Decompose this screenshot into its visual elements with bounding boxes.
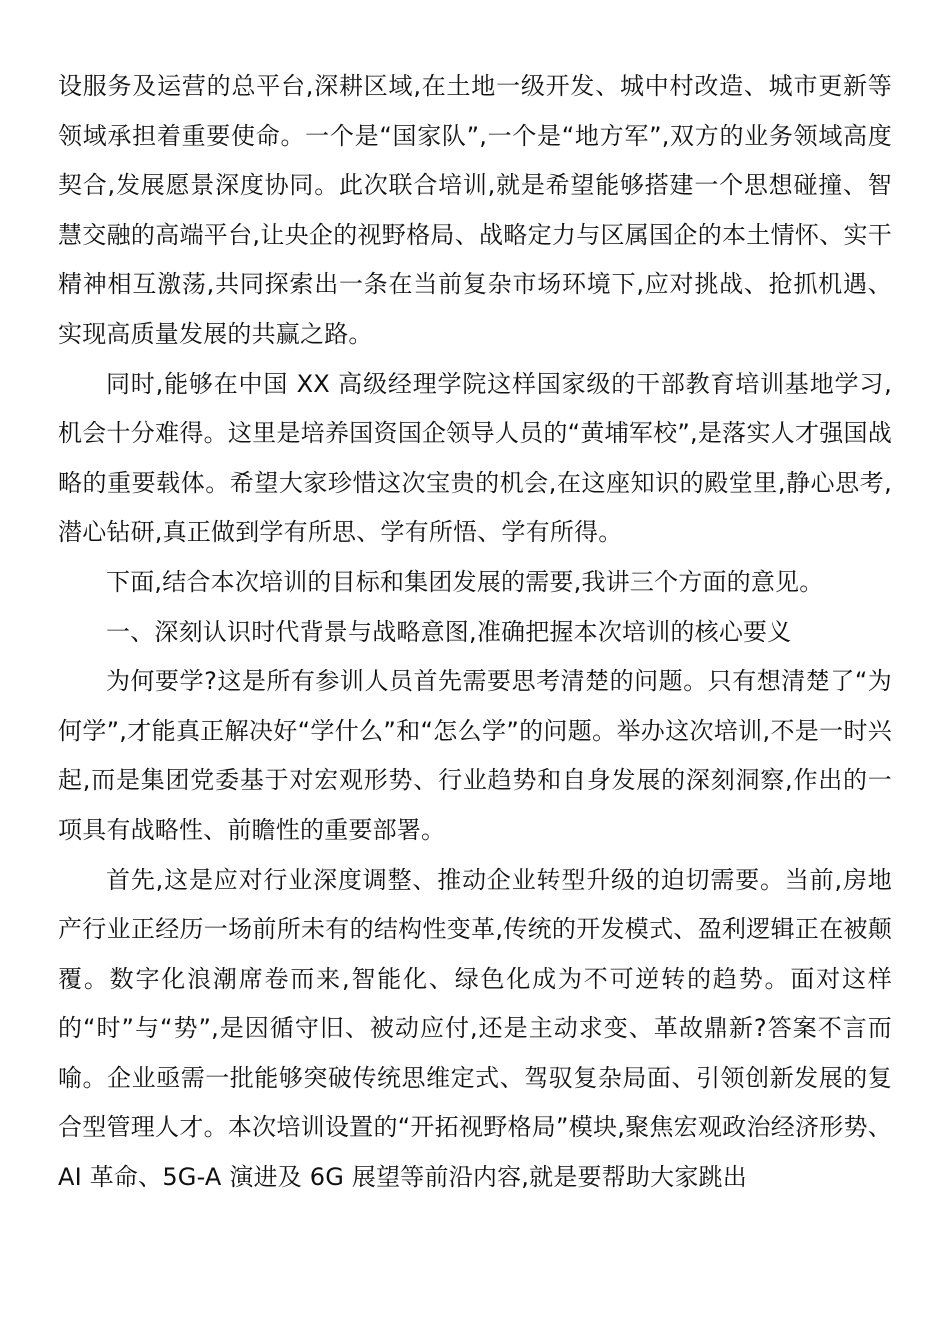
paragraph-why-learn: 为何要学?这是所有参训人员首先需要思考清楚的问题。只有想清楚了“为何学”,才能真正解决好“学什么”和“怎么学”的问题。举办这次培训,不是一时兴起,而是集团党委基于对宏观形势、行业趋势和自身发展的深刻洞察,作出的一项具有战略性、前瞻性的重要部署。 (58, 667, 892, 844)
document-page (58, 62, 892, 1203)
paragraph-training-base: 同时,能够在中国 XX 高级经理学院这样国家级的干部教育培训基地学习,机会十分难得。这里是培养国资国企领导人员的“黄埔军校”,是落实人才强国战略的重要载体。希望大家珍惜这次宝贵的机会,在这座知识的殿堂里,静心思考,潜心钻研,真正做到学有所思、学有所悟、学有所得。 (58, 369, 892, 547)
paragraph-industry-adjustment: 首先,这是应对行业深度调整、推动企业转型升级的迫切需要。当前,房地产行业正经历一场前所未有的结构性变革,传统的开发模式、盈利逻辑正在被颠覆。数字化浪潮席卷而来,智能化、绿色化成为不可逆转的趋势。面对这样的“时”与“势”,是因循守旧、被动应付,还是主动求变、革故鼎新?答案不言而喻。企业亟需一批能够突破传统思维定式、驾驭复杂局面、引领创新发展的复合型管理人才。本次培训设置的“开拓视野格局”模块,聚焦宏观政治经济形势、AI 革命、5G-A 演进及 6G 展望等前沿内容,就是要帮助大家跳出 (58, 865, 892, 1192)
paragraph-intro-three-points: 下面,结合本次培训的目标和集团发展的需要,我讲三个方面的意见。 (106, 567, 824, 596)
paragraph-continuation: 设服务及运营的总平台,深耕区域,在土地一级开发、城中村改造、城市更新等领域承担着重要使命。一个是“国家队”,一个是“地方军”,双方的业务领域高度契合,发展愿景深度协同。此次联合培训,就是希望能够搭建一个思想碰撞、智慧交融的高端平台,让央企的视野格局、战略定力与区属国企的本土情怀、实干精神相互激荡,共同探索出一条在当前复杂市场环境下,应对挑战、抢抓机遇、实现高质量发展的共赢之路。 (58, 72, 892, 348)
section-heading-one: 一、深刻认识时代背景与战略意图,准确把握本次培训的核心要义 (106, 617, 792, 646)
